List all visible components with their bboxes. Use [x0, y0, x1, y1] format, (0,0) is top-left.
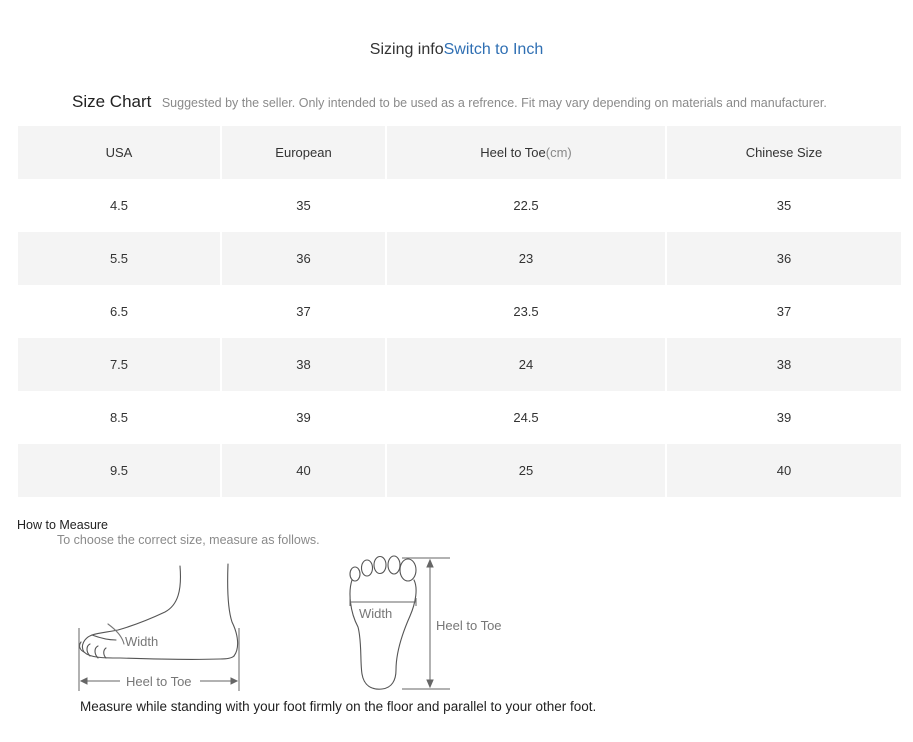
size-chart-title-row [72, 92, 827, 112]
side-heel-to-toe-label: Heel to Toe [126, 674, 192, 689]
cell-usa: 9.5 [18, 444, 221, 497]
cell-heel-to-toe: 24.5 [386, 391, 666, 444]
measure-instruction: Measure while standing with your foot firmly on the floor and parallel to your other foot. [80, 699, 597, 714]
cell-chinese-size: 40 [776, 463, 792, 478]
how-to-measure-subtitle: To choose the correct size, measure as follows. [57, 533, 320, 547]
table-header-row [18, 126, 901, 179]
cell-european: 35 [221, 179, 386, 232]
column-header-european: European [221, 126, 386, 179]
how-to-measure-title: How to Measure [17, 518, 109, 532]
size-chart-table [18, 126, 901, 497]
switch-to-inch-link[interactable]: Switch to Inch [443, 41, 544, 58]
table-row [18, 285, 901, 338]
cell-usa: 5.5 [18, 232, 221, 285]
side-width-label: Width [125, 634, 159, 649]
cell-usa: 8.5 [18, 391, 221, 444]
size-chart-note: Suggested by the seller. Only intended to be used as a refrence. Fit may vary depending on materials and manufacturer. [161, 96, 827, 110]
size-chart-title: Size Chart [72, 92, 152, 111]
cell-usa: 7.5 [18, 338, 221, 391]
cell-chinese-size: 37 [776, 304, 792, 319]
unit-label: (cm) [545, 145, 572, 160]
cell-european: 38 [221, 338, 386, 391]
cell-chinese-size: 38 [776, 357, 792, 372]
cell-heel-to-toe: 22.5 [386, 179, 666, 232]
cell-european: 39 [221, 391, 386, 444]
table-row [18, 391, 901, 444]
top-heel-to-toe-label: Heel to Toe [436, 618, 502, 633]
cell-chinese-size: 35 [776, 198, 792, 213]
table-row [18, 232, 901, 285]
sizing-info-label: Sizing info [369, 41, 444, 58]
cell-usa: 4.5 [18, 179, 221, 232]
foot-top-view-illustration [340, 552, 520, 692]
cell-heel-to-toe: 25 [386, 444, 666, 497]
table-row [18, 179, 901, 232]
sizing-header [0, 41, 913, 59]
cell-european: 36 [221, 232, 386, 285]
heel-to-toe-label: Heel to Toe [480, 145, 546, 160]
cell-chinese-size: 39 [776, 410, 792, 425]
foot-side-view-illustration [70, 560, 250, 695]
top-width-label: Width [359, 606, 393, 621]
cell-heel-to-toe: 24 [386, 338, 666, 391]
table-row [18, 444, 901, 497]
cell-european: 40 [221, 444, 386, 497]
column-header-chinese-size: Chinese Size [745, 145, 823, 160]
cell-usa: 6.5 [18, 285, 221, 338]
column-header-usa: USA [18, 126, 221, 179]
cell-heel-to-toe: 23.5 [386, 285, 666, 338]
column-header-heel-to-toe [386, 126, 666, 179]
cell-chinese-size: 36 [776, 251, 792, 266]
table-row [18, 338, 901, 391]
cell-european: 37 [221, 285, 386, 338]
cell-heel-to-toe: 23 [386, 232, 666, 285]
